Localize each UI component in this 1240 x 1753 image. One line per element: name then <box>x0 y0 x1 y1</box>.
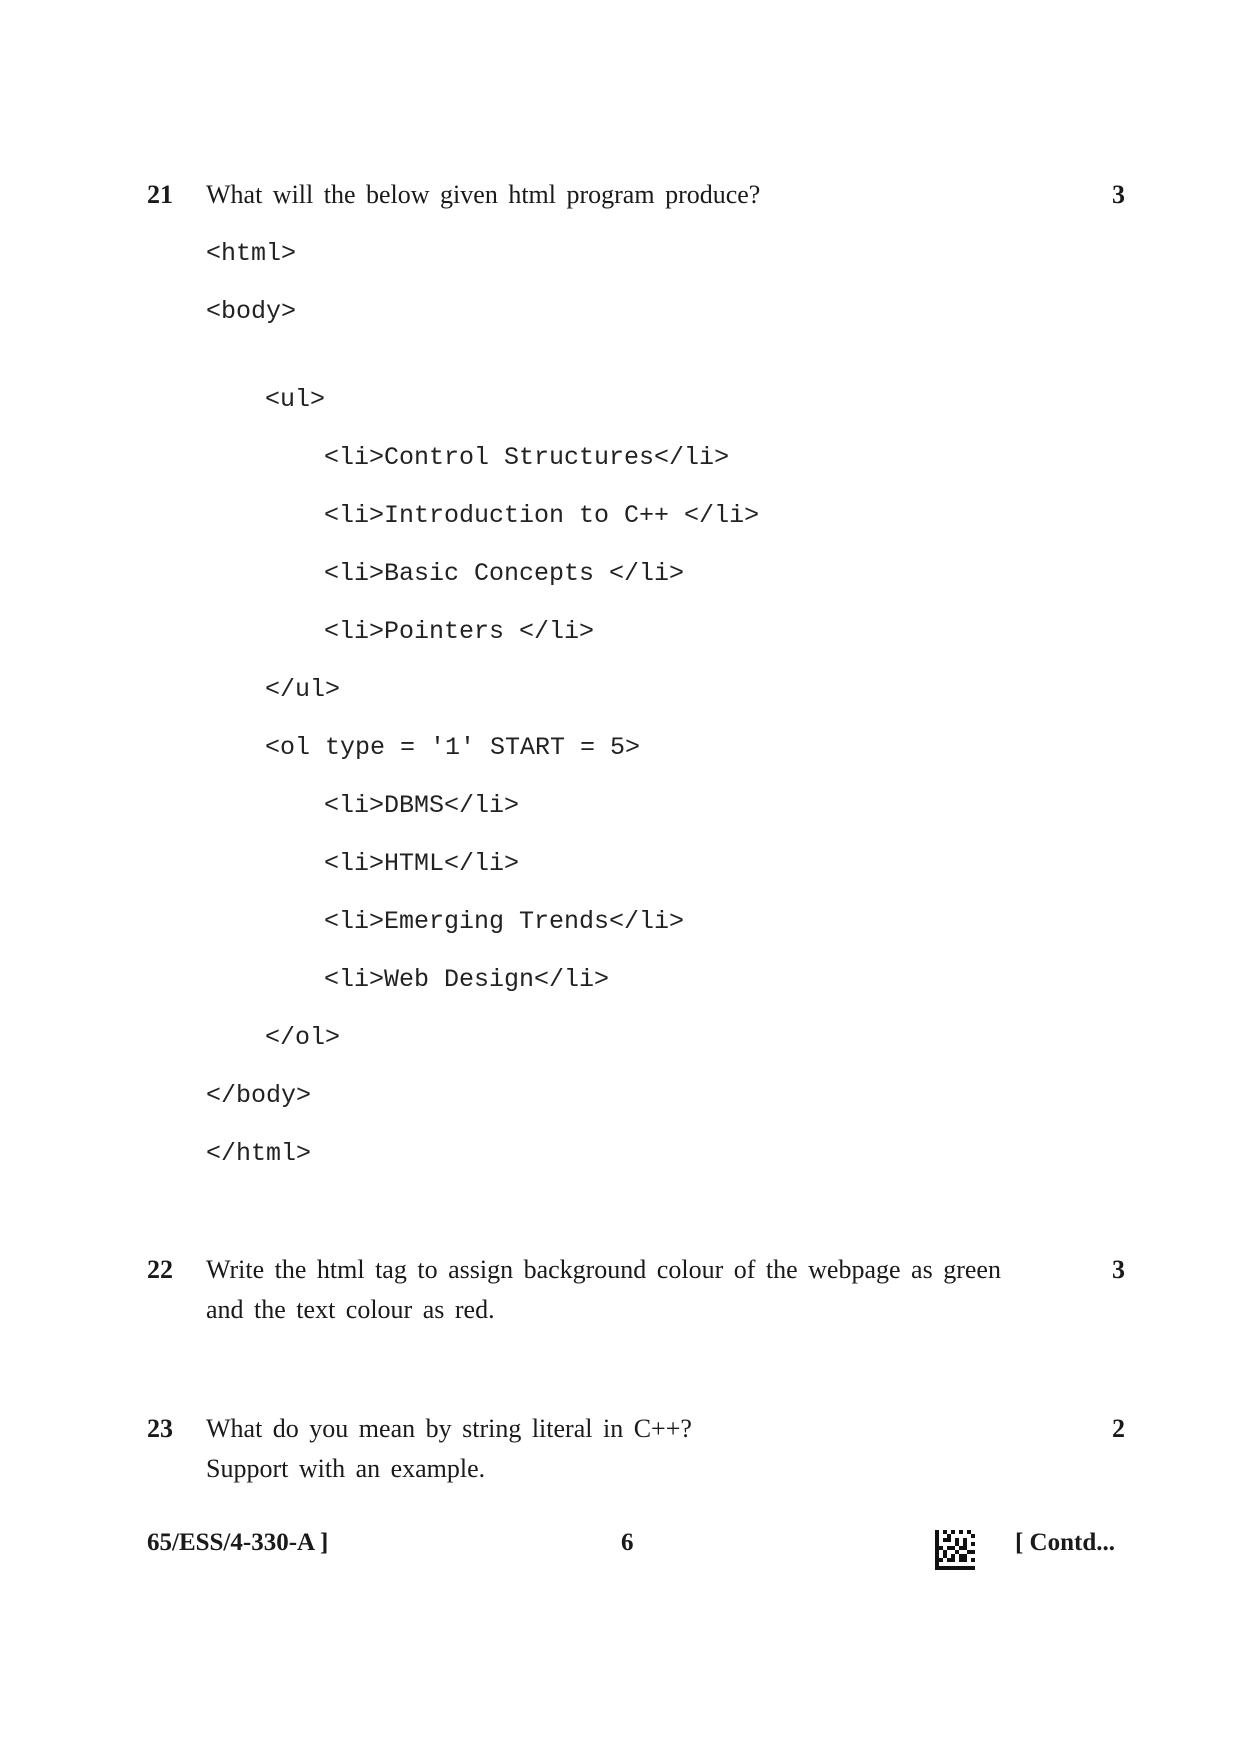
code-line: <ol type = '1' START = 5> <box>265 733 641 762</box>
question-text: Write the html tag to assign background colour of the webpage as green and the text colour as red. <box>206 1255 1001 1324</box>
question-text: What will the below given html program produce? <box>206 180 761 209</box>
code-line: <ul> <box>265 385 326 414</box>
question-marks: 3 <box>1112 180 1125 209</box>
code-line: <li>Pointers </li> <box>324 617 595 646</box>
continued-label: [ Contd... <box>1014 1529 1115 1556</box>
code-line: </html> <box>206 1139 312 1168</box>
code-line: </ol> <box>265 1023 341 1052</box>
question-text <box>206 1409 1026 1489</box>
question-marks: 2 <box>1112 1414 1125 1443</box>
question-text-line: What do you mean by string literal in C++? <box>206 1414 692 1443</box>
code-line: <li>Emerging Trends</li> <box>324 907 685 936</box>
page-number: 6 <box>621 1529 634 1556</box>
question-marks: 3 <box>1112 1255 1125 1284</box>
qr-code-icon <box>935 1530 975 1570</box>
code-line: <li>Web Design</li> <box>324 965 610 994</box>
code-line: </body> <box>206 1081 312 1110</box>
code-line: <li>HTML</li> <box>324 849 520 878</box>
code-line: </ul> <box>265 675 341 704</box>
question-number: 23 <box>147 1414 173 1443</box>
question-text-line: Support with an example. <box>206 1454 486 1483</box>
code-line: <li>Introduction to C++ </li> <box>324 501 760 530</box>
code-line: <li>Control Structures</li> <box>324 443 730 472</box>
code-line: <li>DBMS</li> <box>324 791 520 820</box>
paper-code: 65/ESS/4-330-A ] <box>147 1529 329 1556</box>
code-line: <body> <box>206 297 297 326</box>
question-number: 22 <box>147 1255 173 1284</box>
question-number: 21 <box>147 180 173 209</box>
code-line: <html> <box>206 239 297 268</box>
code-line: <li>Basic Concepts </li> <box>324 559 685 588</box>
